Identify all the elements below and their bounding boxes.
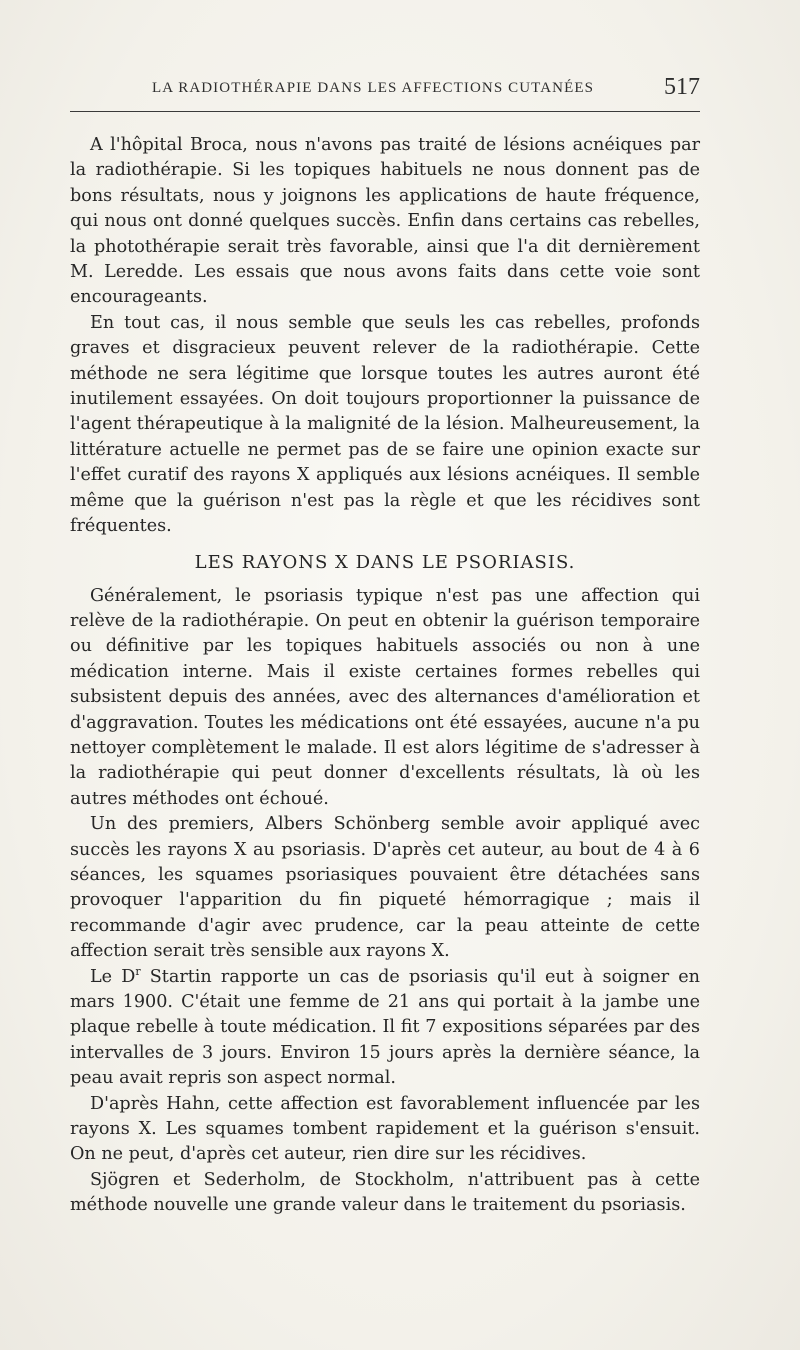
paragraph-5-start: Le D bbox=[90, 966, 136, 987]
section-heading: LES RAYONS X DANS LE PSORIASIS. bbox=[194, 551, 576, 573]
paragraph-6: D'après Hahn, cette affection est favorablement influencée par les rayons X. Les squames tombent rapidement et la guérison s'ensuit. On ne peut, d'après cet auteur, rien dire sur les récidives. bbox=[70, 1093, 700, 1165]
paragraph-7: Sjögren et Sederholm, de Stockholm, n'attribuent pas à cette méthode nouvelle une grande valeur dans le traitement du psoriasis. bbox=[70, 1169, 700, 1216]
paragraph-5 bbox=[70, 965, 700, 1092]
running-header bbox=[70, 74, 700, 104]
doctor-superscript: r bbox=[135, 964, 141, 978]
running-title: LA RADIOTHÉRAPIE DANS LES AFFECTIONS CUTANÉES bbox=[152, 80, 595, 96]
page-number: 517 bbox=[664, 74, 700, 100]
header-rule bbox=[70, 111, 700, 112]
paragraph-3: Généralement, le psoriasis typique n'est pas une affection qui relève de la radiothérapie. On peut en obtenir la guérison temporaire ou définitive par les topiques habituels associés ou non à une médication interne. Mais il existe certaines formes rebelles qui subsistent depuis des années, avec des alternances d'amélioration et d'aggravation. Toutes les médications ont été essayées, aucune n'a pu nettoyer complètement le malade. Il est alors légitime de s'adresser à la radiothérapie qui peut donner d'excellents résultats, là où les autres méthodes ont échoué. bbox=[70, 585, 700, 809]
paragraph-2: En tout cas, il nous semble que seuls les cas rebelles, profonds graves et disgracieux peuvent relever de la radiothérapie. Cette méthode ne sera légitime que lorsque toutes les autres auront été inutilement essayées. On doit toujours proportionner la puissance de l'agent thérapeutique à la malignité de la lésion. Malheureusement, la littérature actuelle ne permet pas de se faire une opinion exacte sur l'effet curatif des rayons X appliqués aux lésions acnéiques. Il semble même que la guérison n'est pas la règle et que les récidives sont fréquentes. bbox=[70, 312, 700, 537]
paragraph-5-rest: Startin rapporte un cas de psoriasis qu'il eut à soigner en mars 1900. C'était une femme de 21 ans qui portait à la jambe une plaque rebelle à toute médication. Il fit 7 expositions séparées par des intervalles de 3 jours. Environ 15 jours après la dernière séance, la peau avait repris son aspect normal. bbox=[70, 966, 700, 1089]
paragraph-4: Un des premiers, Albers Schönberg semble avoir appliqué avec succès les rayons X au psoriasis. D'après cet auteur, au bout de 4 à 6 séances, les squames psoriasiques pouvaient être détachées sans provoquer l'apparition du fin piqueté hémorragique ; mais il recommande d'agir avec prudence, car la peau atteinte de cette affection serait très sensible aux rayons X. bbox=[70, 814, 700, 962]
page-body bbox=[70, 133, 700, 1219]
paragraph-1: A l'hôpital Broca, nous n'avons pas traité de lésions acnéiques par la radiothérapie. Si les topiques habituels ne nous donnent pas de bons résultats, nous y joignons les applications de haute fréquence, qui nous ont donné quelques succès. Enfin dans certains cas rebelles, la photothérapie serait très favorable, ainsi que l'a dit dernièrement M. Leredde. Les essais que nous avons faits dans cette voie sont encourageants. bbox=[70, 135, 700, 308]
